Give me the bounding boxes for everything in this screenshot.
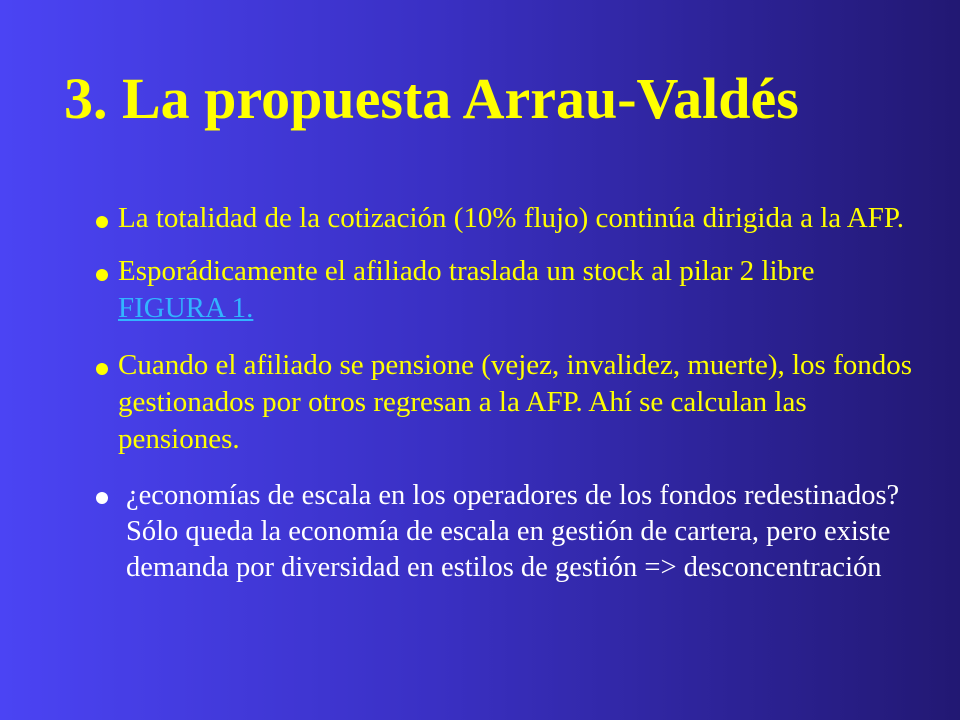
bullet-item [96,200,928,237]
bullet-item [96,347,928,458]
slide-title: 3. La propuesta Arrau-Valdés [64,66,799,131]
bullet-dot-icon [96,269,108,281]
bullet-item [96,253,928,327]
bullet-dot-icon [96,492,108,504]
bullet-text: La totalidad de la cotización (10% flujo) continúa dirigida a la AFP. [118,202,905,234]
figura-1-link[interactable]: FIGURA 1. [118,292,254,324]
bullet-item [96,478,928,586]
bullet-list [96,200,928,586]
bullet-dot-icon [96,216,108,228]
bullet-text: Cuando el afiliado se pensione (vejez, invalidez, muerte), los fondos gestionados por otros regresan a la AFP. Ahí se calculan las pensiones. [118,349,913,455]
bullet-text: Esporádicamente el afiliado traslada un stock al pilar 2 libre [118,255,815,287]
bullet-dot-icon [96,363,108,375]
bullet-text: ¿economías de escala en los operadores de los fondos redestinados? Sólo queda la economía de escala en gestión de cartera, pero existe demanda por diversidad en estilos de gestión => desconcentración [126,480,900,583]
